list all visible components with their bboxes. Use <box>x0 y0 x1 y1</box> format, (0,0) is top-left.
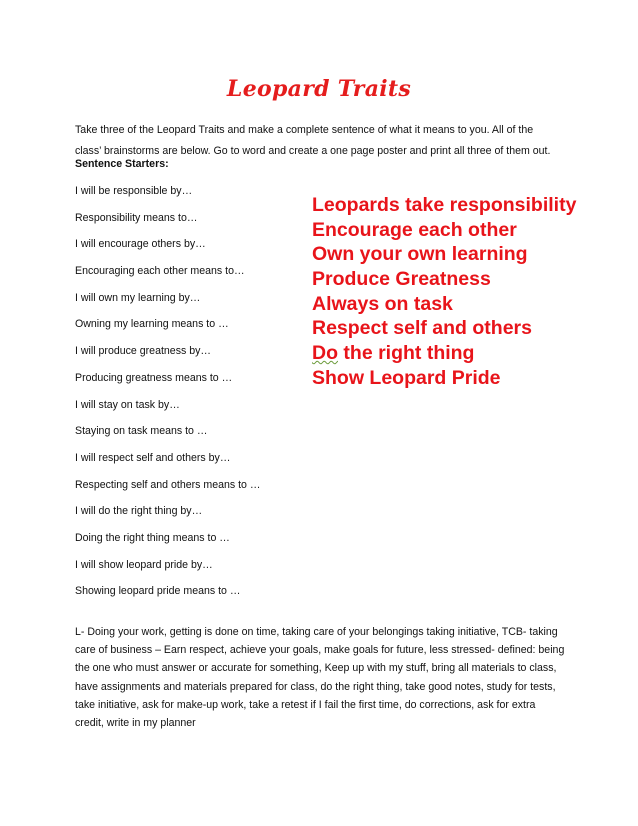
notes-line: L- Doing your work, getting is done on time, taking care of your belongings taking initiative, TCB- taking <box>75 626 558 638</box>
starter-item: Producing greatness means to … <box>75 371 233 384</box>
starter-item: Owning my learning means to … <box>75 318 229 331</box>
starter-item: Doing the right thing means to … <box>75 531 230 544</box>
trait-item: Own your own learning <box>312 243 528 266</box>
intro-paragraph <box>75 120 575 162</box>
starter-item: I will do the right thing by… <box>75 505 203 518</box>
starter-item: I will produce greatness by… <box>75 345 212 358</box>
starter-item: Showing leopard pride means to … <box>75 585 241 598</box>
starter-item: I will encourage others by… <box>75 238 206 251</box>
starter-item: Respecting self and others means to … <box>75 478 261 491</box>
leopard-traits-list <box>312 193 576 391</box>
notes-line: take initiative, ask for make-up work, take a retest if I fail the first time, do corrections, ask for extra <box>75 698 536 711</box>
intro-line: Take three of the Leopard Traits and make a complete sentence of what it means to you. All of the <box>75 124 534 136</box>
notes-line: credit, write in my planner <box>75 717 196 730</box>
trait-item <box>312 341 576 366</box>
notes-line: the one who must answer or accurate for something, Keep up with my stuff, bring all materials to class, <box>75 662 557 675</box>
trait-rest: the right thing <box>338 342 475 365</box>
starter-item: Encouraging each other means to… <box>75 265 245 278</box>
page-title: Leopard Traits <box>226 76 412 102</box>
notes-line: have assignments and materials prepared for class, do the right thing, take good notes, study for tests, <box>75 680 556 693</box>
starter-item: I will own my learning by… <box>75 291 201 304</box>
sentence-starters-list <box>75 183 261 610</box>
brainstorm-notes <box>75 623 575 732</box>
sentence-starters-heading: Sentence Starters: <box>75 158 169 170</box>
trait-item: Leopards take responsibility <box>312 194 577 216</box>
starter-item: I will respect self and others by… <box>75 451 231 464</box>
starter-item: I will be responsible by… <box>75 185 193 197</box>
notes-line: care of business – Earn respect, achieve your goals, make goals for future, less stressed- defined: being <box>75 644 565 657</box>
trait-item: Encourage each other <box>312 218 517 241</box>
trait-item: Produce Greatness <box>312 268 491 291</box>
starter-item: Staying on task means to … <box>75 425 208 438</box>
starter-item: Responsibility means to… <box>75 211 198 224</box>
trait-do-word: Do <box>312 342 338 365</box>
starter-item: I will show leopard pride by… <box>75 558 213 571</box>
starter-item: I will stay on task by… <box>75 398 180 411</box>
trait-item: Always on task <box>312 292 453 315</box>
trait-item: Respect self and others <box>312 317 532 340</box>
intro-line: class’ brainstorms are below. Go to word and create a one page poster and print all three of them out. <box>75 145 551 157</box>
trait-item: Show Leopard Pride <box>312 366 501 389</box>
